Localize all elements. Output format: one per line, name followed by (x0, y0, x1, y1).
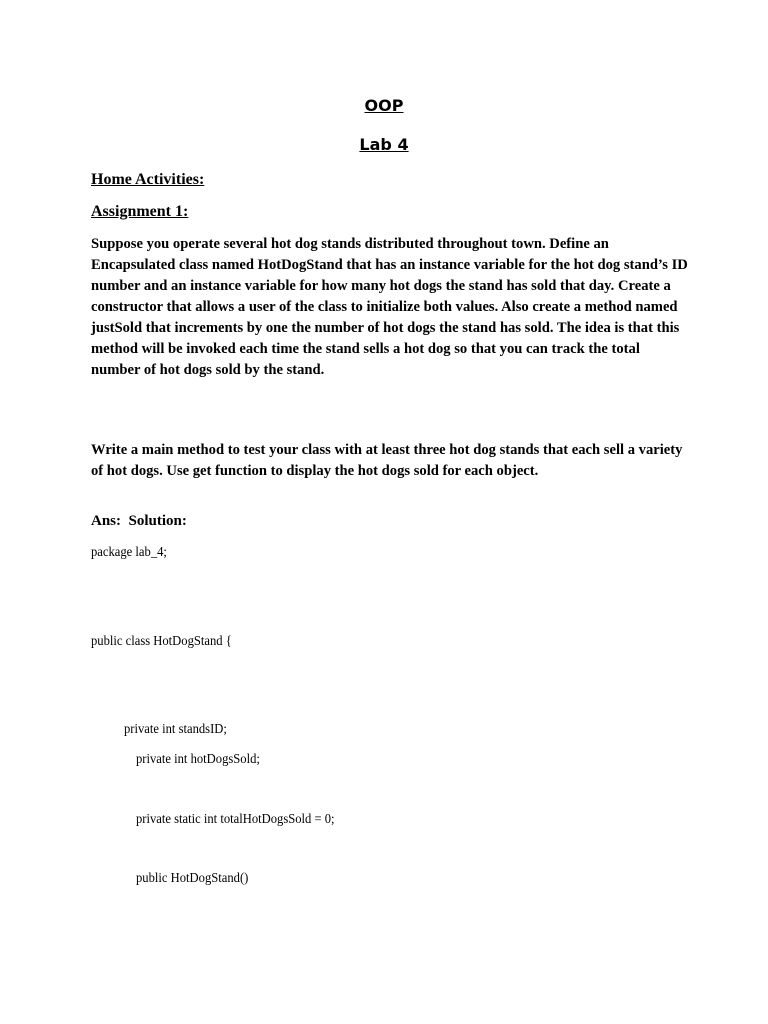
code-line-package: package lab_4; (91, 545, 167, 560)
assignment-instructions: Write a main method to test your class with at least three hot dog stands that each sell a variety of hot dogs. Use get function to display the hot dogs sold for each object. (91, 442, 683, 479)
code-line-constructor: public HotDogStand() (136, 871, 249, 886)
document-title: OOP (364, 96, 404, 115)
code-line-class-declaration: public class HotDogStand { (91, 634, 232, 649)
code-line-field-stands-id: private int standsID; (124, 722, 227, 737)
assignment-heading: Assignment 1: (91, 203, 189, 220)
section-heading-home-activities: Home Activities: (91, 171, 205, 188)
assignment-description: Suppose you operate several hot dog stands distributed throughout town. Define an Encapsulated class named HotDogStand that has an instance variable for the hot dog stand’s ID number and an instance variable for how many hot dogs the stand has sold that day. Create a constructor that allows a user of the class to initialize both values. Also create a method named justSold that increments by one the number of hot dogs the stand has sold. The idea is that this method will be invoked each time the stand sells a hot dog so that you can track the total number of hot dogs sold by the stand. (91, 236, 688, 378)
code-line-field-hot-dogs-sold: private int hotDogsSold; (136, 752, 260, 767)
document-subtitle: Lab 4 (359, 135, 409, 154)
answer-label: Ans: Solution: (91, 513, 187, 529)
code-line-field-total-hot-dogs-sold: private static int totalHotDogsSold = 0; (136, 812, 335, 827)
